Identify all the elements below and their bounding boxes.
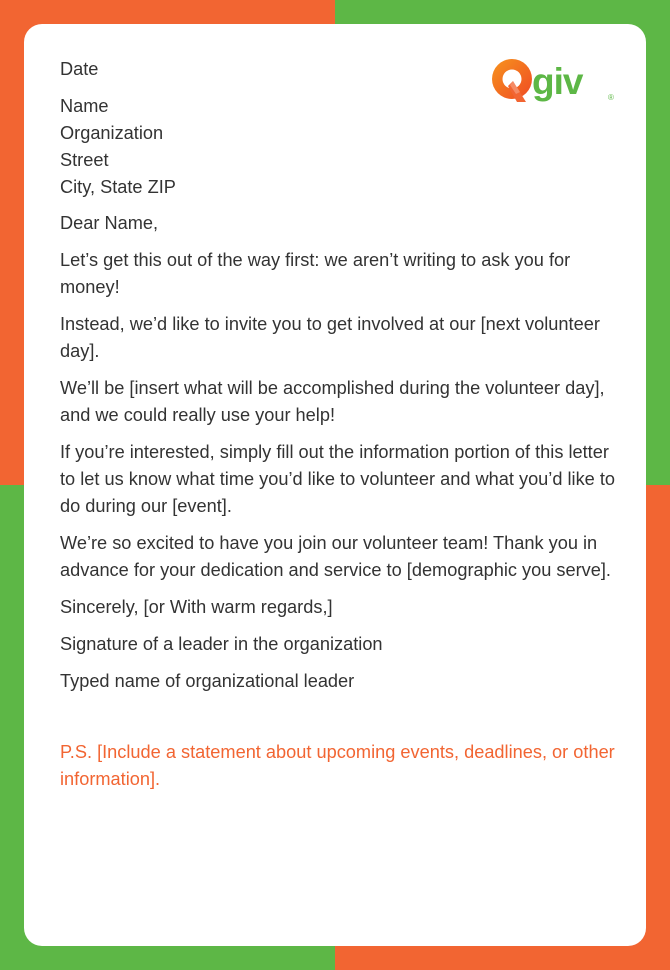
letter-body	[60, 56, 620, 803]
address-line-street: Street	[60, 150, 109, 170]
closing: Sincerely, [or With warm regards,]	[60, 597, 333, 617]
typed-name-line: Typed name of organizational leader	[60, 671, 355, 691]
address-line-organization: Organization	[60, 123, 164, 143]
recipient-address	[60, 93, 620, 201]
paragraph-thanks: We’re so excited to have you join our volunteer team! Thank you in advance for your dedication and service to [demographic you serve].	[60, 533, 611, 580]
paragraph-invite: Instead, we’d like to invite you to get involved at our [next volunteer day].	[60, 314, 600, 361]
logo-wordmark: giv	[532, 61, 583, 102]
address-line-city: City, State ZIP	[60, 177, 176, 197]
paragraph-intro: Let’s get this out of the way first: we aren’t writing to ask you for money!	[60, 250, 571, 297]
letter-card	[24, 24, 646, 946]
postscript: P.S. [Include a statement about upcoming events, deadlines, or other information].	[60, 742, 615, 789]
address-line-name: Name	[60, 96, 109, 116]
salutation: Dear Name,	[60, 213, 159, 233]
paragraph-accomplish: We’ll be [insert what will be accomplished during the volunteer day], and we could really use your help!	[60, 378, 605, 425]
signature-line: Signature of a leader in the organization	[60, 634, 383, 654]
registered-mark: ®	[608, 93, 614, 102]
paragraph-signup: If you’re interested, simply fill out the information portion of this letter to let us know what time you’d like to volunteer and what you’d like to do during our [event].	[60, 442, 616, 516]
letter-date: Date	[60, 59, 99, 79]
